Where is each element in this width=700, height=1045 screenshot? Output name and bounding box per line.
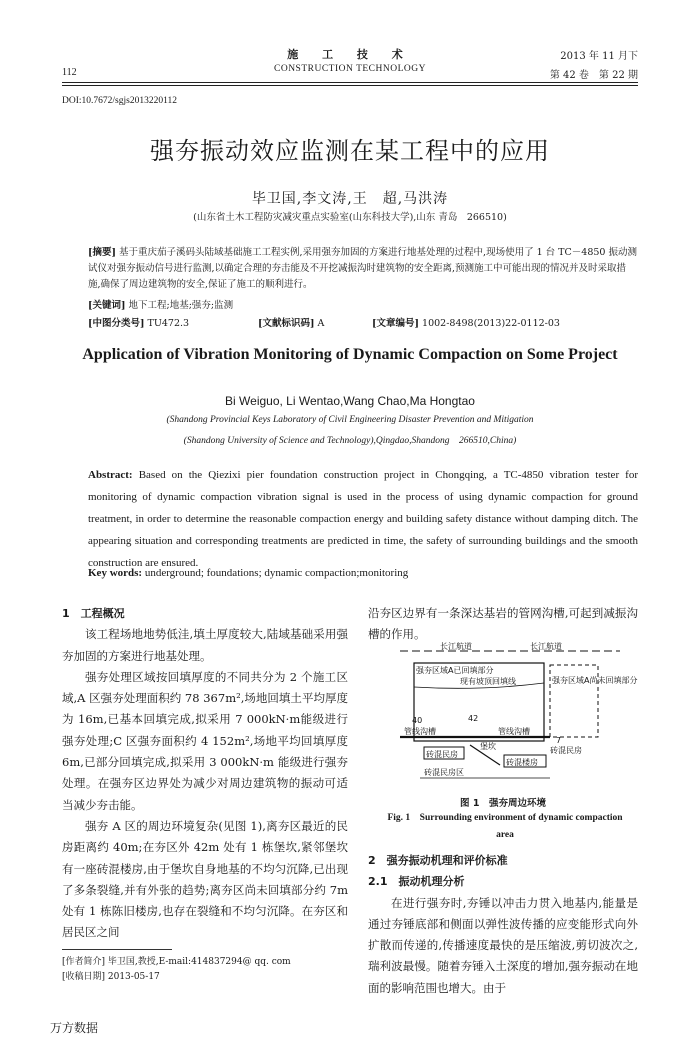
right-column [368,603,638,646]
journal-name-cn: 施 工 技 术 [287,48,413,61]
section-2 [368,850,638,999]
label-slope: 现有坡顶回填线 [460,677,516,686]
distance-42: 42 [468,714,479,723]
journal-name-en: CONSTRUCTION TECHNOLOGY [274,64,426,74]
doc-code-value: A [317,318,325,329]
affiliation-en-line1: (Shandong Provincial Keys Laboratory of Civil Engineering Disaster Prevention and Mitigation [166,415,534,425]
section-heading: 2 强夯振动机理和评价标准 [368,854,508,867]
doc-code-label: [文献标识码] [258,318,315,329]
authors-en: Bi Weiguo, Li Wentao,Wang Chao,Ma Hongtao [225,394,475,408]
author-bio: [作者简介] 毕卫国,教授,E-mail:414837294@ qq. com [62,957,291,967]
section-heading: 1 工程概况 [62,607,125,620]
keywords-cn-label: [关键词] [88,300,126,311]
article-id [372,316,560,332]
header-rule [62,82,638,83]
received-date: [收稿日期] 2013-05-17 [62,972,160,982]
affiliation-en-line2: (Shandong University of Science and Technology),Qingdao,Shandong 266510,China) [183,436,517,446]
label-pipe-2: 管线沟槽 [498,727,530,736]
figure-caption-en: Fig. 1 Surrounding environment of dynamic compaction area [387,813,623,840]
label-house-3: 砖混楼房 [506,758,538,767]
label-zone-a: 强夯区域A已回填部分 [416,666,494,675]
doi: DOI:10.7672/sgjs2013220112 [62,96,177,106]
label-river-2: 长江航道 [530,642,562,651]
authors-cn: 毕卫国,李文涛,王 超,马洪涛 [251,191,449,207]
watermark: 万方数据 [50,1021,99,1035]
volume-issue: 第 42 卷 第 22 期 [549,70,638,81]
subsection-heading: 2.1 振动机理分析 [368,875,465,889]
article-id-label: [文章编号] [372,318,419,329]
document-code [258,316,324,332]
title-cn: 强夯振动效应监测在某工程中的应用 [150,137,550,165]
label-house-1: 砖混民房 [426,750,458,759]
paragraph: 该工程场地地势低洼,填土厚度较大,陆域基础采用强夯加固的方案进行地基处理。 [62,627,348,663]
abstract-en [88,464,638,574]
abstract-cn [88,245,638,293]
header-rule [62,85,638,86]
clc-value: TU472.3 [147,318,190,329]
label-retaining-wall: 堡坎 [480,742,496,751]
abstract-cn-label: [摘要] [88,247,116,258]
abstract-en-label: Abstract: [88,469,133,481]
keywords-cn-text: 地下工程;地基;强夯;监测 [128,300,234,311]
footnote-rule [62,949,172,950]
affiliation-cn: (山东省土木工程防灾减灾重点实验室(山东科技大学),山东 青岛 266510) [193,212,507,223]
abstract-cn-text: 基于重庆茄子溪码头陆域基础施工工程实例,采用强夯加固的方案进行地基处理的过程中,现场使用了 1 台 TC－4850 振动测试仪对强夯振动信号进行监测,以确定合理的夯击能及不开挖减振沟时建筑物的安全距离,预测施工中可能出现的情况并及时采取措施,确保了周边建筑物的安全,保证了施工的顺利进行。 [88,247,637,290]
keywords-en [88,567,408,579]
keywords-en-label: Key words: [88,567,143,579]
label-unfilled: 强夯区域A尚未回填部分 [552,676,638,685]
keywords-cn [88,298,233,314]
paragraph: 强夯处理区域按回填厚度的不同共分为 2 个施工区域,A 区强夯处理面积约 78 367m²,场地回填土平均厚度为 16m,已基本回填完成,拟采用 7 000kN·m能级进行强夯处理;C 区强夯面积约 4 152m²,场地平均回填厚度 6m,已部分回填完成,拟采用 3 000kN·m 能级进行强夯处理。在强夯区边界处为减少对周边建筑物的振动可适当减少夯击能。 [62,669,348,812]
label-houses-area: 砖混民房区 [424,768,464,777]
clc-label: [中图分类号] [88,318,145,329]
paragraph: 强夯 A 区的周边环境复杂(见图 1),离夯区最近的民房距离约 40m;在夯区外 42m 处有 1 栋堡坎,紧邻堡坎有一座砖混楼房,由于堡坎自身地基的不均匀沉降,已出现了多条裂缝,并有外张的趋势;离夯区尚未回填部分约 7m 处有 1 栋陈旧楼房,也存在裂缝和不均匀沉降。在夯区和居民区之间 [62,818,348,940]
keywords-en-text: underground; foundations; dynamic compaction;monitoring [144,567,409,579]
site-diagram [400,642,638,788]
figure-caption-cn: 图 1 强夯周边环境 [460,798,546,809]
issue-date: 2013 年 11 月下 [560,51,638,62]
paragraph-continuation: 沿夯区边界有一条深达基岩的管网沟槽,可起到减振沟槽的作用。 [368,606,638,642]
label-house-2: 砖混民房 [550,746,582,755]
distance-7: 7 [556,736,562,745]
distance-40: 40 [412,716,423,725]
page-number: 112 [62,67,77,78]
label-river-1: 长江航道 [440,642,472,651]
article-id-value: 1002-8498(2013)22-0112-03 [422,318,560,329]
left-column [62,603,348,944]
title-en: Application of Vibration Monitoring of Dynamic Compaction on Some Project [82,346,618,363]
label-pipe-1: 管线沟槽 [404,727,436,736]
abstract-en-text: Based on the Qiezixi pier foundation construction project in Chongqing, a TC-4850 vibration tester for monitoring of dynamic compaction vibration signal is used in the process of using dynamic compaction for ground treatment, in order to determine the reasonable compaction energy and building safety distance without damping ditch. The appearing situation and corresponding treatments are predicted in time, the safety of surrounding buildings and the smooth construction are ensured. [88,469,639,569]
clc-number [88,316,189,332]
paragraph: 在进行强夯时,夯锤以冲击力贯入地基内,能量是通过夯锤底部和侧面以弹性波传播的应变能形式向外扩散而传递的,传播速度最快的是压缩波,剪切波次之,瑞利波最慢。随着夯锤入土深度的增加,强夯振动在地面的影响范围也增大。由于 [368,895,638,995]
journal-header [200,46,500,74]
